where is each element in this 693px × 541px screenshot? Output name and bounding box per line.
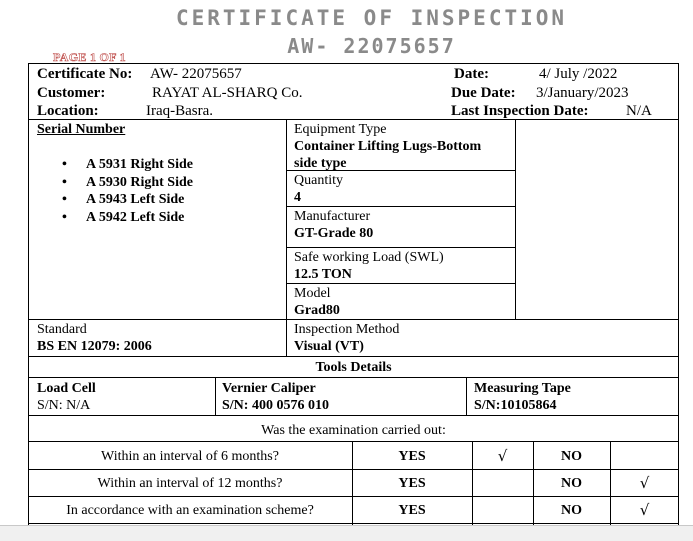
divider	[28, 119, 679, 120]
divider	[286, 283, 515, 284]
divider	[286, 119, 287, 356]
due-date-value: 3/January/2023	[536, 85, 629, 101]
divider	[286, 206, 515, 207]
load-cell-label: Load Cell	[37, 381, 96, 396]
divider	[466, 377, 467, 415]
swl-label: Safe working Load (SWL)	[294, 250, 444, 265]
serial-item: • A 5931 Right Side	[62, 156, 193, 174]
equipment-type-value: Container Lifting Lugs-Bottom	[294, 139, 482, 154]
page-stamp: PAGE 1 OF 1	[53, 50, 126, 64]
divider	[28, 441, 679, 442]
equipment-type-label: Equipment Type	[294, 122, 387, 137]
inspection-method-label: Inspection Method	[294, 322, 400, 337]
last-inspection-value: N/A	[626, 103, 652, 119]
serial-number-list	[62, 156, 193, 226]
exam-question: Within an interval of 12 months?	[97, 476, 283, 491]
divider	[515, 119, 516, 319]
model-label: Model	[294, 286, 331, 301]
serial-number-label: Serial Number	[37, 122, 126, 137]
last-inspection-label: Last Inspection Date:	[451, 103, 589, 119]
inspection-method-value: Visual (VT)	[294, 339, 364, 354]
no-label: NO	[561, 449, 582, 464]
exam-heading: Was the examination carried out:	[261, 423, 446, 438]
manufacturer-value: GT-Grade 80	[294, 226, 374, 241]
no-check-mark: √	[639, 501, 650, 519]
divider	[28, 415, 679, 416]
no-label: NO	[561, 503, 582, 518]
cert-no-value: AW- 22075657	[150, 66, 242, 82]
exam-question: Within an interval of 6 months?	[101, 449, 279, 464]
no-check-mark: √	[639, 474, 650, 492]
customer-value: RAYAT AL-SHARQ Co.	[152, 85, 303, 101]
standard-value: BS EN 12079: 2006	[37, 339, 152, 354]
yes-check-mark: √	[497, 447, 508, 465]
divider	[28, 469, 679, 470]
equipment-type-value-cont: side type	[294, 156, 347, 171]
yes-label: YES	[398, 503, 426, 518]
model-value: Grad80	[294, 303, 340, 318]
yes-label: YES	[398, 476, 426, 491]
standard-label: Standard	[37, 322, 87, 337]
viewer-bottom-bar	[0, 525, 693, 541]
divider	[28, 523, 679, 524]
certificate-number-title: AW- 22075657	[287, 34, 456, 58]
date-label: Date:	[454, 66, 489, 82]
serial-item: • A 5943 Left Side	[62, 191, 193, 209]
customer-label: Customer:	[37, 85, 106, 101]
location-value: Iraq-Basra.	[146, 103, 214, 119]
certificate-title: CERTIFICATE OF INSPECTION	[175, 6, 568, 30]
quantity-label: Quantity	[294, 173, 343, 188]
tools-heading: Tools Details	[315, 360, 392, 375]
yes-label: YES	[398, 449, 426, 464]
vernier-caliper-label: Vernier Caliper	[222, 381, 316, 396]
measuring-tape-sn: S/N:10105864	[474, 398, 557, 413]
divider	[28, 356, 679, 357]
swl-value: 12.5 TON	[294, 267, 352, 282]
divider	[28, 377, 679, 378]
serial-item: • A 5930 Right Side	[62, 174, 193, 192]
manufacturer-label: Manufacturer	[294, 209, 371, 224]
exam-question: In accordance with an examination scheme?	[66, 503, 314, 518]
divider	[286, 247, 515, 248]
divider	[28, 319, 679, 320]
divider	[28, 496, 679, 497]
due-date-label: Due Date:	[451, 85, 516, 101]
load-cell-sn: S/N: N/A	[37, 398, 91, 413]
cert-no-label: Certificate No:	[37, 66, 133, 82]
quantity-value: 4	[294, 190, 301, 205]
serial-item: • A 5942 Left Side	[62, 209, 193, 227]
no-label: NO	[561, 476, 582, 491]
divider	[215, 377, 216, 415]
date-value: 4/ July /2022	[539, 66, 618, 82]
vernier-caliper-sn: S/N: 400 0576 010	[222, 398, 329, 413]
location-label: Location:	[37, 103, 99, 119]
measuring-tape-label: Measuring Tape	[474, 381, 571, 396]
